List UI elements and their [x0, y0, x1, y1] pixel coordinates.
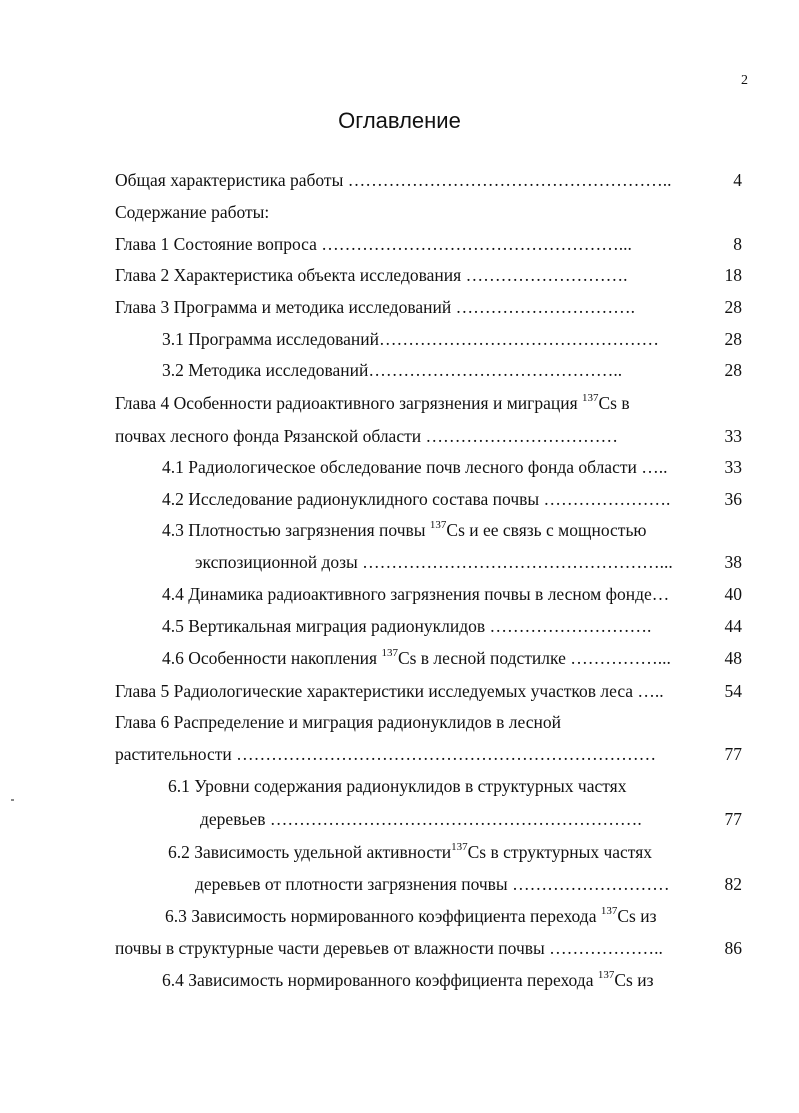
page-title: Оглавление: [338, 108, 461, 133]
toc-entry-text: Cs в лесной подстилке ……………...: [397, 648, 671, 668]
toc-entry: [115, 391, 708, 415]
toc-entry-text: Глава 2 Характеристика объекта исследования ……………………….: [115, 265, 628, 285]
toc-page-number: 77: [724, 809, 742, 829]
isotope-mass-number: 137: [381, 647, 398, 660]
toc-entry-text: Глава 5 Радиологические характеристики исследуемых участков леса …..: [115, 681, 664, 701]
toc-entry: [115, 679, 708, 703]
toc-page-number: 8: [733, 234, 742, 254]
toc-entry: [195, 550, 708, 574]
toc-entry-text: 4.4 Динамика радиоактивного загрязнения почвы в лесном фонде…: [162, 584, 670, 604]
toc-entry: [115, 263, 708, 287]
toc-page-number: 40: [724, 584, 742, 604]
toc-entry: [200, 807, 708, 831]
toc-entry-text: деревьев от плотности загрязнения почвы ………………………: [195, 874, 670, 894]
toc-entry: [115, 232, 708, 256]
toc-entry: [165, 904, 725, 928]
toc-entry-text: 6.1 Уровни содержания радионуклидов в структурных частях: [168, 776, 627, 796]
isotope-mass-number: 137: [597, 969, 615, 982]
toc-page-number: 82: [724, 874, 742, 894]
toc-entry: [162, 518, 708, 542]
toc-page-number: 18: [724, 265, 742, 285]
toc-entry-text: почвы в структурные части деревьев от влажности почвы ………………..: [115, 938, 663, 958]
toc-entry-text: 3.1 Программа исследований…………………………………………: [162, 329, 659, 349]
toc-entry: [115, 742, 708, 766]
toc-entry: [162, 455, 708, 479]
toc-entry-text: 6.2 Зависимость удельной активности: [168, 842, 452, 862]
toc-entry: [162, 487, 708, 511]
toc-entry-text: 4.1 Радиологическое обследование почв лесного фонда области …..: [162, 457, 668, 477]
toc-page-number: 44: [724, 616, 742, 636]
toc-page-number: 48: [724, 648, 742, 668]
toc-entry-text: Cs в: [598, 393, 630, 413]
toc-entry-text: 4.6 Особенности накопления: [162, 648, 382, 668]
toc-entry-text: Cs из: [617, 906, 657, 926]
toc-entry-text: Глава 1 Состояние вопроса ……………………………………………...: [115, 234, 632, 254]
isotope-mass-number: 137: [582, 392, 599, 405]
toc-entry: [168, 840, 708, 864]
toc-page-number: 33: [724, 426, 742, 446]
toc-entry-text: растительности ………………………………………………………………: [115, 744, 657, 764]
scan-speck: [11, 799, 14, 801]
toc-entry: [115, 295, 708, 319]
toc-entry: [162, 327, 708, 351]
toc-page-number: 28: [724, 297, 742, 317]
toc-page-number: 28: [724, 329, 742, 349]
toc-entry: [168, 774, 708, 798]
toc-entry: [115, 936, 708, 960]
toc-page-number: 4: [733, 170, 742, 190]
toc-entry: [162, 582, 708, 606]
toc-entry-text: Cs из: [614, 970, 654, 990]
toc-entry-text: Содержание работы:: [115, 202, 270, 222]
toc-page-number: 28: [724, 360, 742, 380]
toc-page-number: 54: [724, 681, 742, 701]
toc-page-number: 77: [724, 744, 742, 764]
page-number: 2: [741, 73, 748, 88]
toc-entry: [115, 200, 708, 224]
toc-entry-text: Cs в структурных частях: [467, 842, 653, 862]
toc-entry: [115, 168, 708, 192]
isotope-mass-number: 137: [429, 519, 447, 532]
toc-entry-text: почвах лесного фонда Рязанской области ……………………………: [115, 426, 618, 446]
toc-page-number: 38: [724, 552, 742, 572]
toc-entry: [162, 968, 725, 992]
toc-entry: [115, 710, 708, 734]
toc-entry-text: Глава 6 Распределение и миграция радионуклидов в лесной: [115, 712, 561, 732]
toc-entry-text: 4.2 Исследование радионуклидного состава почвы ………………….: [162, 489, 671, 509]
toc-entry-text: 6.3 Зависимость нормированного коэффициента перехода: [165, 906, 601, 926]
toc-entry: [162, 358, 708, 382]
toc-page-number: 36: [724, 489, 742, 509]
toc-entry-text: 3.2 Методика исследований……………………………………..: [162, 360, 623, 380]
toc-entry: [115, 424, 708, 448]
isotope-mass-number: 137: [600, 905, 618, 918]
toc-entry-text: Глава 3 Программа и методика исследований ………………………….: [115, 297, 635, 317]
toc-entry: [195, 872, 708, 896]
toc-entry-text: 4.5 Вертикальная миграция радионуклидов ……………………….: [162, 616, 652, 636]
toc-entry-text: деревьев ……………………………………………………….: [200, 809, 642, 829]
toc-entry: [162, 614, 708, 638]
toc-entry: [162, 646, 708, 670]
toc-entry-text: Общая характеристика работы ………………………………………………..: [115, 170, 672, 190]
toc-page-number: 86: [724, 938, 742, 958]
toc-entry-text: Глава 4 Особенности радиоактивного загрязнения и миграция: [115, 393, 582, 413]
toc-entry-text: Cs и ее связь с мощностью: [446, 520, 647, 540]
toc-entry-text: экспозиционной дозы ……………………………………………...: [195, 552, 673, 572]
toc-entry-text: 4.3 Плотностью загрязнения почвы: [162, 520, 430, 540]
isotope-mass-number: 137: [451, 841, 468, 854]
toc-entry-text: 6.4 Зависимость нормированного коэффициента перехода: [162, 970, 598, 990]
toc-page-number: 33: [724, 457, 742, 477]
